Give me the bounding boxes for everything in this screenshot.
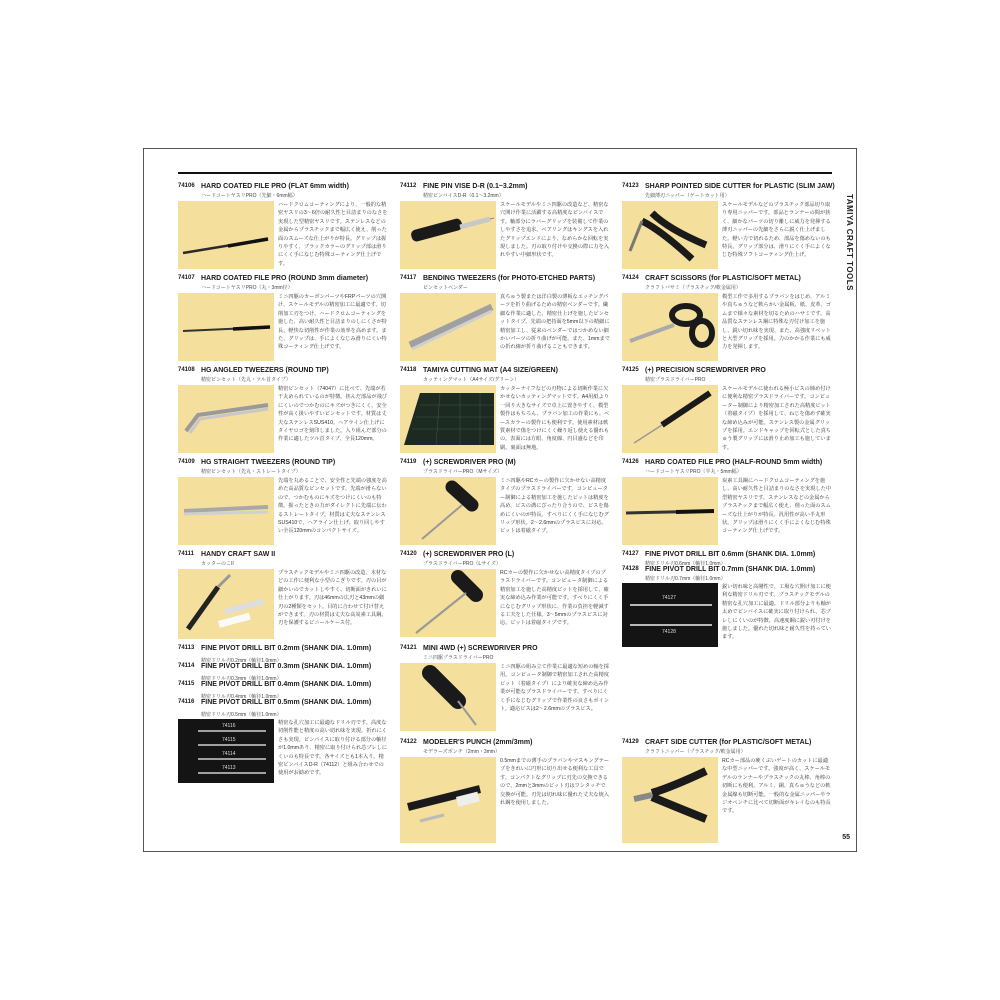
product-description: 0.5mmまでの薄手のプラバンやマスキングテープをきれいに円形に切り出せる便利な工具です。コンパクトなグリップに刃先の交換できるので、2mmと3mmのビット刃はワンタッチで交換が可能。刃先は切れ味に優れた丈夫な焼入れ鋼を使用しました。 <box>500 758 610 807</box>
product-description: 模型工作で多用するプラバンをはじめ、アルミや真ちゅうなど軟らかい金属板、紙、皮革、ゴムまで様々な素材を切るためのハサミです。高品質なステンレス鋼に特殊な刃付け加工を施し、鋭い切れ味を実現。また、高強度リベットと大型グリップを採用。力のかかる作業にも威力を発揮します。 <box>722 294 831 351</box>
product-subtitle: ハードコートヤスリPRO（丸・3mm径） <box>201 285 293 291</box>
product-code: 74121 <box>400 645 417 651</box>
product-subtitle: 先細薄刃ニッパー（ゲートカット用） <box>645 193 730 199</box>
product-photo-modelers-punch <box>400 757 496 843</box>
product-photo-craft-side-cutter <box>622 757 718 843</box>
product-description: ミニ四駆の組み立て作業に最適な短めの軸を採用。コンピュータ制御で精密加工された高精度ビット（着磁タイプ）により確実な締め込み作業が可能なプラスドライバーです。すべりにくく手になじむグリップで作業性の良さもポイント。適応ビスは2〜2.6mmのプラスビス。 <box>500 664 609 713</box>
product-name: FINE PIVOT DRILL BIT 0.4mm (SHANK DIA. 1.0mm) <box>201 681 372 688</box>
product-name: HANDY CRAFT SAW II <box>201 551 276 558</box>
product-name: HG ANGLED TWEEZERS (ROUND TIP) <box>201 367 329 374</box>
product-74123 <box>622 183 835 259</box>
product-name: MINI 4WD (+) SCREWDRIVER PRO <box>423 645 538 652</box>
product-name: SHARP POINTED SIDE CUTTER for PLASTIC (SLIM JAW) <box>645 183 835 190</box>
product-subtitle: プラスドライバーPRO（Lサイズ） <box>423 561 501 567</box>
product-description: ミニ四駆やRCカーの製作に欠かせない高精度タイプのプラスドライバーです。コンピューター制御による精密加工を施したビットは精度を高め、ビスの溝にぴったり合うので、ビスを傷めにくいのが特長。すべりにくく手になじむグリップ形状。2〜2.6mmのプラスビスに対応。ビットは着磁タイプ。 <box>500 478 609 535</box>
product-code: 74106 <box>178 183 195 189</box>
product-code: 74111 <box>178 551 195 557</box>
drill-bit-group <box>178 645 390 777</box>
product-description: 先端を丸めることで、安全性と先端の強度を高めた高品質なピンセットです。先端が滑らないので、つかむものにキズをつけにくいのも特徴。握ったときの力がダイレクトに先端に伝わるストレートタイプ。材質は丈夫なステンレスSUS410で、ヘアライン仕上げ。取り回しやすい全長120mmのコンパクトサイズ。 <box>278 478 387 535</box>
product-name: TAMIYA CUTTING MAT (A4 SIZE/GREEN) <box>423 367 558 374</box>
product-name: CRAFT SIDE CUTTER (for PLASTIC/SOFT METAL) <box>645 739 812 746</box>
product-description: スケールモデルやミニ四駆の改造など、精密な穴開け作業に活躍する高精度なピンバイスです。軸部分にラバーグリップを装備して作業のしやすさを追求。ベアリングはキングスを入れたグリップエンドにより、なめらかな回転を実現しました。刃の取り付けや交換の際に力を入れやすい中細形状です。 <box>500 202 609 259</box>
bit-label: 74115 <box>222 737 236 743</box>
product-subtitle: 精密ピンセット（先丸・ツル首タイプ） <box>201 377 291 383</box>
product-photo-angled-tweezers <box>178 385 274 453</box>
product-name: CRAFT SCISSORS (for PLASTIC/SOFT METAL) <box>645 275 801 282</box>
product-description: ミニ四駆のカーボンパーツやFRPパーツの穴開け、スケールモデルの精密加工に最適です。切削加工刃をつけ、ハードクロムコーティングを施した、高い耐久性と目詰まりのしにくさが特長。軽快な切削性が作業の効率を高めます。また、グリップは、手によくなじみ滑りにくい特殊コーティング仕上げです。 <box>278 294 387 351</box>
product-name: FINE PIN VISE D-R (0.1~3.2mm) <box>423 183 528 190</box>
product-74117 <box>400 275 612 351</box>
product-code: 74117 <box>400 275 417 281</box>
product-description: プラスチックモデルやミニ四駆の改造、木材などの工作に便利な小型のこぎりです。刃の目が細かいのでカットしやすく、切断面がきれいに仕上がります。刃は46mmの広刃と43mmの細刃の2種類をセット。目的に合わせて付け替えができます。刃の材質は丈夫な高炭素工具鋼。刃を保護するビニールケース付。 <box>278 570 387 627</box>
product-name: FINE PIVOT DRILL BIT 0.2mm (SHANK DIA. 1.0mm) <box>201 645 372 652</box>
product-photo-mini4wd-screwdriver <box>400 663 496 731</box>
product-photo-cutting-mat <box>400 385 496 453</box>
product-description: スケールモデルなどのプラスチック部品切り取り専用ニッパーです。部品とランナーの間が狭く、細かなパーツの切り離しに威力を発揮する薄刃ニッパーの先細をさらに鋭く仕上げました。軽い力で切れるため、部品を傷めないのも特長。グリップ部分は、滑りにくく手によくなじむ特殊ソフトコーティング仕上げ。 <box>722 202 831 259</box>
product-photo-drill-bits-2 <box>622 583 718 647</box>
product-code: 74107 <box>178 275 195 281</box>
product-subtitle: ハードコートヤスリPRO（先細・6mm幅） <box>201 193 298 199</box>
product-code: 74123 <box>622 183 639 189</box>
product-description: カッターナイフなどの刃物による切断作業に欠かせないカッティングマットです。A4用紙より一回り大きなサイズで卓上に置きやすく、模型製作はもちろん、プラバン加工の作業にも。ベースカラーの製作にも便利です。使用素材は軟質素材で傷をつけにくく繰り返し使える優れもの。表面には方眼、角度線、円目盛などを印刷。裏面は無地。 <box>500 386 610 451</box>
product-code: 74125 <box>622 367 639 373</box>
product-photo-precision-screwdriver <box>622 385 718 453</box>
product-subtitle: モデラーズポンチ（2mm・3mm） <box>423 749 500 755</box>
product-code: 74124 <box>622 275 639 281</box>
product-subtitle: 精密ピンバイスD-R（0.1〜3.2mm） <box>423 193 504 199</box>
product-74121 <box>400 645 612 713</box>
product-74112 <box>400 183 612 259</box>
product-code: 74119 <box>400 459 417 465</box>
product-name: HARD COATED FILE PRO (HALF-ROUND 5mm width) <box>645 459 823 466</box>
product-description: RCカーの製作に欠かせない高精度タイプのプラスドライバーです。コンピュータ制御による精密加工を施した高精度ビットを採用して、確実な締め込み作業が可能です。すべりにくく手になじむグリップ形状に、作業の負担を軽減する工夫をした仕様。3〜5mmのプラスビスに対応。ビットは着磁タイプです。 <box>500 570 609 627</box>
product-74108 <box>178 367 390 443</box>
product-subtitle: ハードコートヤスリPRO（半丸・5mm幅） <box>645 469 742 475</box>
product-code: 74128 <box>622 566 639 572</box>
product-74126 <box>622 459 834 535</box>
product-code: 74108 <box>178 367 195 373</box>
product-name: FINE PIVOT DRILL BIT 0.7mm (SHANK DIA. 1.0mm) <box>645 566 816 573</box>
product-name: HARD COATED FILE PRO (FLAT 6mm width) <box>201 183 349 190</box>
product-description: 真ちゅう製または洋白製の薄板なエッチングパーツを折り曲げるための精密ベンダーです。繊細な作業に適した、精密仕上げを施したピンセットタイプ。先端の把持面を5mm以下の精細に精密加工し、従来のベンダーではつかめない細かいパーツの折り曲げが可能。また、1mmまでの折れ線が折り曲げることもできます。 <box>500 294 610 351</box>
bit-label: 74127 <box>662 595 676 601</box>
product-description: 精密な孔穴加工に最適なドリル刃です。高度な切削性能と精度の高い切れ味を実現。折れにくさも実現。ピンバイスに取り付ける部分の軸径が1.0mmあり、精密に取り付けられ芯ブレしにくいのも特長です。各サイズとも1本入り。精密ピンバイスD-R（74112）と組み合わせでの使用がお勧めです。 <box>278 720 388 777</box>
product-subtitle: ミニ四駆プラスドライバーPRO <box>423 655 494 661</box>
product-74129 <box>622 739 834 815</box>
product-description: 精密ピンセット（74047）に比べて、先端が若干丸められているのが特徴。挟んだ部品が飛びにくいのでつかむのにキズがつきにくく、安全性が高く扱いやすいピンセットです。材質は丈夫なステンレスSUS410。ヘアライン仕上げにタイヤロゴを刻印しました。入り組んだ部分の作業に適したツル首タイプ、全長120mm。 <box>278 386 387 443</box>
product-description: ハードクロムコーティングにより、一般的な精密ヤスリの3〜6倍の耐久性と目詰まりのなさを実現した型精密ヤスリです。ステンレスなどの金属からプラスチックまで幅広く使え、削った面のスムーズな仕上がりが特長。グリップは握りやすく、ブラックカラーのグリップ部は滑りにくく手になじむ特殊コーティング仕上げです。 <box>278 202 388 267</box>
product-description: RCカー部品の硬くぶいゲートのカットに最適な中型ニッパーです。強度が高く、スケールモデルのランナーやプラスチックの丸棒、角棒の切断にも便利。アルミ、銅、真ちゅうなどの軟金属線も切断可能。一般的な金属ニッパーやラジオペンチに比べて切断面がキレイなのも特長です。 <box>722 758 831 815</box>
bit-label: 74113 <box>222 765 236 771</box>
product-subtitle: 精密ドリル刃0.5mm（軸径1.0mm） <box>201 712 282 718</box>
product-name: FINE PIVOT DRILL BIT 0.3mm (SHANK DIA. 1.0mm) <box>201 663 372 670</box>
page-number: 55 <box>842 834 850 841</box>
product-subtitle: カッターのこII <box>201 561 234 567</box>
product-name: MODELER'S PUNCH (2mm/3mm) <box>423 739 533 746</box>
product-name: (+) PRECISION SCREWDRIVER PRO <box>645 367 766 374</box>
product-subtitle: 精密ピンセット（先丸・ストレートタイプ） <box>201 469 301 475</box>
product-photo-drill-bits <box>178 719 274 783</box>
product-photo-screwdriver-l <box>400 569 496 637</box>
product-code: 74122 <box>400 739 417 745</box>
product-code: 74118 <box>400 367 417 373</box>
product-code: 74109 <box>178 459 195 465</box>
product-name: FINE PIVOT DRILL BIT 0.5mm (SHANK DIA. 1.0mm) <box>201 699 372 706</box>
product-subtitle: 精密ドリル刃0.6mm（軸径1.0mm） <box>645 561 726 567</box>
product-code: 74113 <box>178 645 195 651</box>
product-code: 74115 <box>178 681 195 687</box>
product-74125 <box>622 367 834 451</box>
product-photo-half-round-file <box>622 477 718 545</box>
product-subtitle: 精密ドリル刃0.2mm（軸径1.0mm） <box>201 658 282 664</box>
product-74111 <box>178 551 390 627</box>
product-code: 74127 <box>622 551 639 557</box>
product-code: 74126 <box>622 459 639 465</box>
product-code: 74112 <box>400 183 417 189</box>
product-photo-bending-tweezers <box>400 293 496 361</box>
product-photo-craft-scissors <box>622 293 718 361</box>
product-code: 74116 <box>178 699 195 705</box>
product-subtitle: ピンセットベンダー <box>423 285 468 291</box>
product-name: (+) SCREWDRIVER PRO (L) <box>423 551 515 558</box>
product-74106 <box>178 183 390 267</box>
product-74109 <box>178 459 390 535</box>
product-photo-straight-tweezers <box>178 477 274 545</box>
product-description: スケールモデルに使われる極小ビスの締め付けに便利な精密プラスドライバーです。コンピューター制御により精密加工された高精度ビット（着磁タイプ）を採用して、ねじを傷めず確実な締め込みが可能。ステンレス製の金属グリップを採用。エンドキャップを回転式とした真ちゅう製グリップには滑り止め加工も施しています。 <box>722 386 831 451</box>
bit-label: 74116 <box>222 723 236 729</box>
product-74119 <box>400 459 612 535</box>
product-subtitle: 精密ドリル刃0.3mm（軸径1.0mm） <box>201 676 282 682</box>
product-name: HARD COATED FILE PRO (ROUND 3mm diameter) <box>201 275 369 282</box>
product-subtitle: クラフトバサミ（プラスチック/軟金属用） <box>645 285 741 291</box>
catalog-page <box>143 148 857 852</box>
product-74122 <box>400 739 612 807</box>
product-photo-pin-vise <box>400 201 496 269</box>
product-74107 <box>178 275 390 351</box>
product-code: 74120 <box>400 551 417 557</box>
product-74124 <box>622 275 834 351</box>
bit-label: 74114 <box>222 751 236 757</box>
product-subtitle: 精密ドリル刃0.4mm（軸径1.0mm） <box>201 694 282 700</box>
product-photo-round-file <box>178 293 274 361</box>
product-description: 炭素工具鋼にハードクロムコーティングを施し、高い耐久性と目詰まりのなさを実現した中型精密ヤスリです。ステンレスなどの金属からプラスチックまで幅広く使え、削った面のスムーズな仕上がりが特長。汎用性が高い半丸形状。グリップは滑りにくく手によくなじむ特殊コーティング仕上げです。 <box>722 478 831 535</box>
product-74118 <box>400 367 612 451</box>
product-74120 <box>400 551 612 627</box>
product-name: BENDING TWEEZERS (for PHOTO-ETCHED PARTS) <box>423 275 596 282</box>
product-name: HG STRAIGHT TWEEZERS (ROUND TIP) <box>201 459 336 466</box>
product-code: 74114 <box>178 663 195 669</box>
product-name: (+) SCREWDRIVER PRO (M) <box>423 459 516 466</box>
drill-bit-group-2 <box>622 551 834 641</box>
product-photo-flat-file <box>178 201 274 269</box>
product-name: FINE PIVOT DRILL BIT 0.6mm (SHANK DIA. 1.0mm) <box>645 551 816 558</box>
product-photo-screwdriver-m <box>400 477 496 545</box>
product-description: 鋭い切れ味と高剛性で、工場な穴開け加工に便利な精密ドリル刃です。プラスチックモデルの精密な孔穴加工に最適。ドリル部分よりも軸が太めでピンバイスに確実に取り付けられ、芯ブレしにくいのが特徴。高速度鋼に鋭い刃付けを施しました。優れた切れ味と耐久性を持っています。 <box>722 584 831 641</box>
product-subtitle: クラフトニッパー（プラスチック/軟金属用） <box>645 749 746 755</box>
bit-label: 74128 <box>662 629 676 635</box>
product-photo-side-cutter-slim <box>622 201 718 269</box>
product-code: 74129 <box>622 739 639 745</box>
product-photo-craft-saw <box>178 569 274 639</box>
product-subtitle: 精密ドリル刃0.7mm（軸径1.0mm） <box>645 576 726 582</box>
product-subtitle: プラスドライバーPRO（Mサイズ） <box>423 469 503 475</box>
product-subtitle: カッティングマット（A4サイズ/グリーン） <box>423 377 520 383</box>
side-title: TAMIYA CRAFT TOOLS <box>845 194 854 291</box>
section-rule <box>178 172 832 174</box>
product-subtitle: 精密プラスドライバーPRO <box>645 377 706 383</box>
